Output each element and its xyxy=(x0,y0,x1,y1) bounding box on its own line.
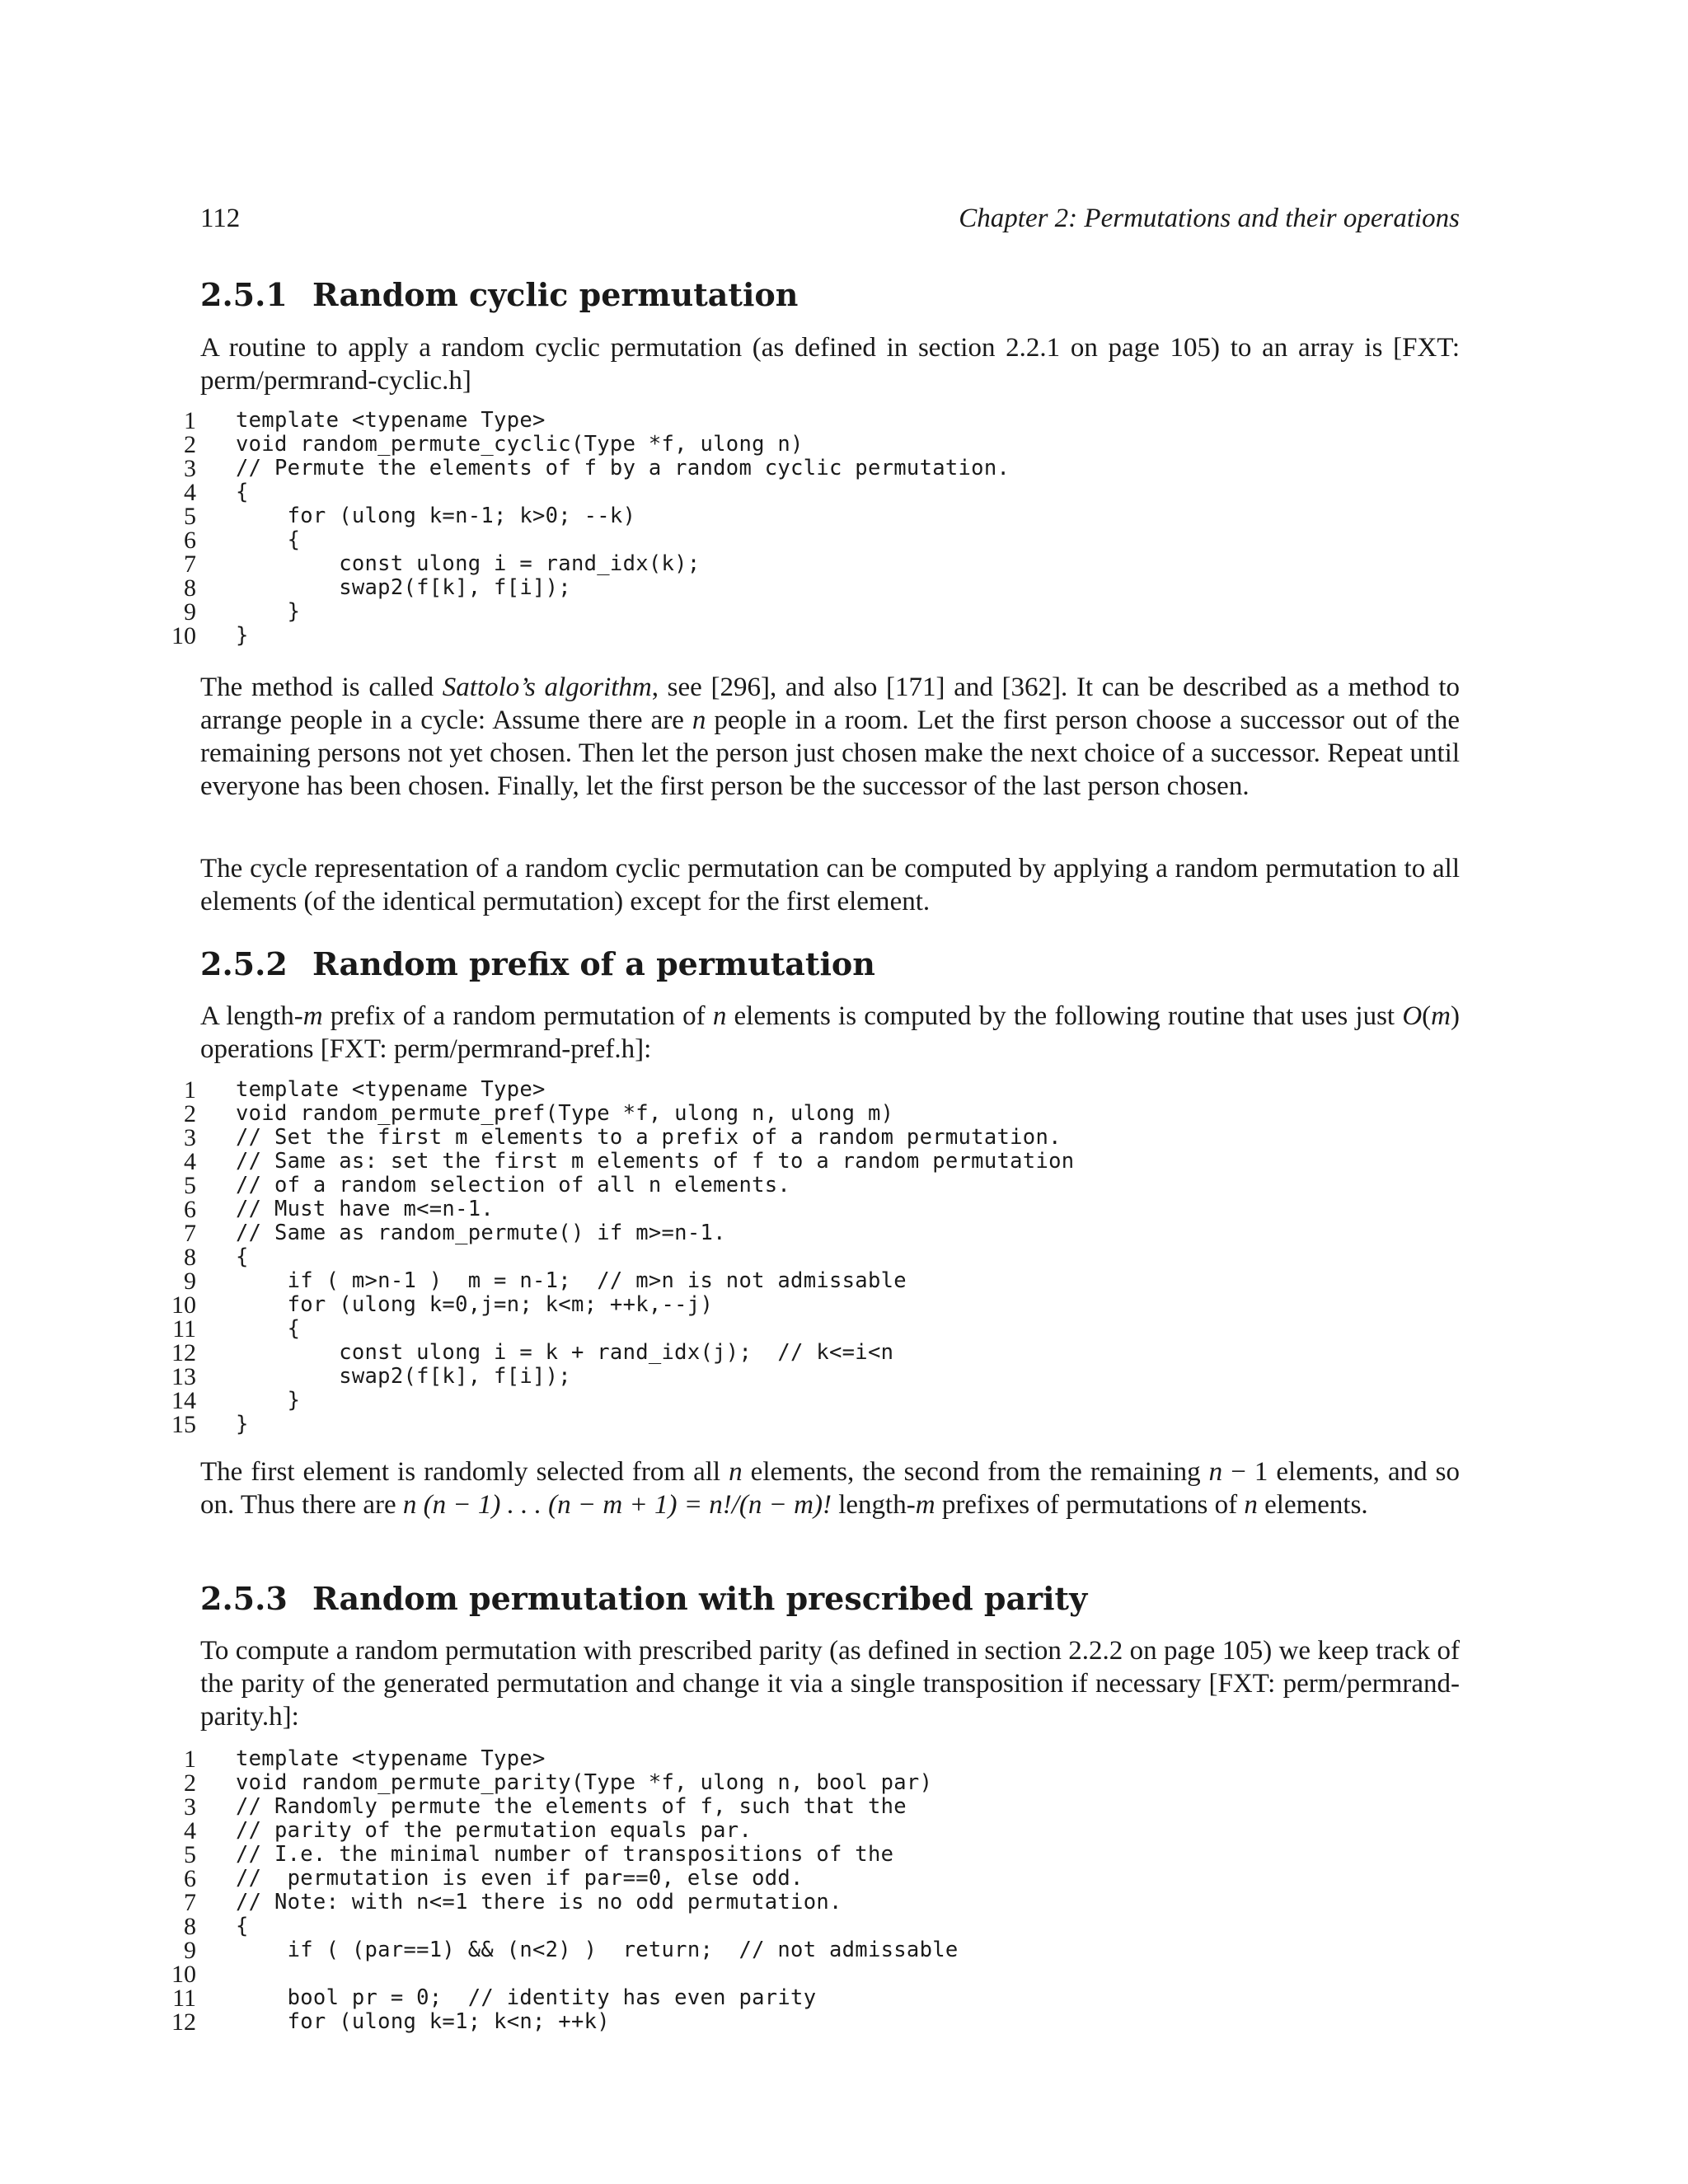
section-title: Random permutation with prescribed parity xyxy=(312,1580,1088,1617)
code-line: 10 } xyxy=(171,622,249,649)
code-line: 10 for (ulong k=0,j=n; k<m; ++k,--j) xyxy=(171,1291,714,1319)
code-line: 1 template <typename Type> xyxy=(184,407,546,434)
code-text: // permutation is even if par==0, else odd. xyxy=(236,1866,804,1891)
code-text: // of a random selection of all n elements. xyxy=(236,1173,791,1197)
code-text: { xyxy=(236,527,301,552)
code-text: const ulong i = rand_idx(k); xyxy=(236,551,701,576)
code-text: // Permute the elements of f by a random cyclic permutation. xyxy=(236,456,1010,480)
code-text: template <typename Type> xyxy=(236,408,546,433)
code-text: void random_permute_parity(Type *f, ulong n, bool par) xyxy=(236,1770,933,1795)
sattolo-paragraph: The method is called Sattolo’s algorithm, see [296], and also [171] and [362]. It can be described as a method to arrange people in a cycle: Assume there are n people in a room. Let the first person choose a successor out of the remaining persons not yet chosen. Then let the person just chosen make the next choice of a successor. Repeat until everyone has been chosen. Finally, let the first person be the successor of the last person chosen. xyxy=(200,673,1461,801)
code-line: 5 for (ulong k=n-1; k>0; --k) xyxy=(184,503,636,530)
code-line: 14 } xyxy=(171,1387,301,1414)
prefix-count-formula: n (n − 1) . . . (n − m + 1) = n!/(n − m)! xyxy=(402,1490,832,1520)
code-line: 8 swap2(f[k], f[i]); xyxy=(184,574,571,602)
code-text: for (ulong k=n-1; k>0; --k) xyxy=(236,504,636,528)
code-line: 8 { xyxy=(184,1913,249,1940)
code-line: 2 void random_permute_cyclic(Type *f, ulong n) xyxy=(184,431,804,458)
section-heading-2-5-3 xyxy=(200,1580,1087,1617)
code-text: template <typename Type> xyxy=(236,1077,546,1102)
code-line: 12 const ulong i = k + rand_idx(j); // k<=i<n xyxy=(171,1339,894,1366)
section-2-5-1-intro: A routine to apply a random cyclic permutation (as defined in section 2.2.1 on page 105) to an array is [FXT: perm/permrand-cyclic.h] xyxy=(200,333,1460,396)
code-text: swap2(f[k], f[i]); xyxy=(236,575,571,600)
code-line: 1 template <typename Type> xyxy=(184,1076,546,1104)
code-text: for (ulong k=0,j=n; k<m; ++k,--j) xyxy=(236,1292,714,1317)
section-2-5-2-intro: A length-m prefix of a random permutation of n elements is computed by the following routine that uses just O(m) operations [FXT: perm/permrand-pref.h]: xyxy=(200,1001,1461,1064)
code-line: 6 // Must have m<=n-1. xyxy=(184,1196,495,1223)
code-line: 1 template <typename Type> xyxy=(184,1746,546,1773)
section-number: 2.5.2 xyxy=(200,945,288,982)
section-number: 2.5.1 xyxy=(200,276,288,313)
code-text: // Set the first m elements to a prefix of a random permutation. xyxy=(236,1125,1062,1150)
code-line: 8 { xyxy=(184,1244,249,1271)
cycle-representation-paragraph: The cycle representation of a random cyclic permutation can be computed by applying a random permutation to all elements (of the identical permutation) except for the first element. xyxy=(200,854,1460,916)
section-heading-2-5-1 xyxy=(200,276,798,313)
code-text: bool pr = 0; // identity has even parity xyxy=(236,1985,817,2010)
code-line: 7 const ulong i = rand_idx(k); xyxy=(184,551,701,578)
code-text: if ( m>n-1 ) m = n-1; // m>n is not admissable xyxy=(236,1268,907,1293)
prefix-count-paragraph: The first element is randomly selected from all n elements, the second from the remaining n − 1 elements, and so on. Thus there are n (n − 1) . . . (n − m + 1) = n!/(n − m)! length-m prefixes of permutations of n elements. xyxy=(200,1457,1460,1520)
code-text: { xyxy=(236,1914,249,1938)
code-text: // I.e. the minimal number of transpositions of the xyxy=(236,1842,894,1867)
code-text: { xyxy=(236,1244,249,1269)
code-text: swap2(f[k], f[i]); xyxy=(236,1364,571,1389)
code-line: 11 bool pr = 0; // identity has even parity xyxy=(172,1985,817,2012)
code-line: 9 } xyxy=(184,598,301,626)
code-text: { xyxy=(236,480,249,504)
section-title: Random prefix of a permutation xyxy=(312,945,875,982)
code-listing-1 xyxy=(157,409,1475,648)
code-text: } xyxy=(236,599,301,624)
code-line: 9 if ( m>n-1 ) m = n-1; // m>n is not admissable xyxy=(184,1268,907,1295)
code-line: 5 // of a random selection of all n elements. xyxy=(184,1172,791,1199)
section-2-5-3-intro: To compute a random permutation with prescribed parity (as defined in section 2.2.2 on page 105) we keep track of the parity of the generated permutation and change it via a single transposition if necessary [FXT: perm/permrand-parity.h]: xyxy=(200,1636,1460,1732)
code-line: 6 { xyxy=(184,527,301,554)
running-title: Chapter 2: Permutations and their operations xyxy=(959,204,1460,233)
section-heading-2-5-2 xyxy=(200,945,875,982)
code-text: } xyxy=(236,1412,249,1436)
code-text: // Note: with n<=1 there is no odd permutation. xyxy=(236,1890,842,1915)
code-text: // parity of the permutation equals par. xyxy=(236,1818,753,1843)
code-text: } xyxy=(236,623,249,648)
code-text: void random_permute_cyclic(Type *f, ulong n) xyxy=(236,432,804,457)
code-line: 11 { xyxy=(172,1315,301,1343)
code-line: 9 if ( (par==1) && (n<2) ) return; // not admissable xyxy=(184,1937,959,1964)
section-title: Random cyclic permutation xyxy=(312,276,799,313)
code-line: 3 // Permute the elements of f by a random cyclic permutation. xyxy=(184,455,1010,482)
code-text: void random_permute_pref(Type *f, ulong n, ulong m) xyxy=(236,1101,894,1126)
code-line: 12 for (ulong k=1; k<n; ++k) xyxy=(171,2008,610,2036)
code-line: 4 { xyxy=(184,479,249,506)
code-line: 3 // Randomly permute the elements of f, such that the xyxy=(184,1793,907,1821)
section-number: 2.5.3 xyxy=(200,1580,288,1617)
code-line: 7 // Note: with n<=1 there is no odd permutation. xyxy=(184,1889,842,1916)
code-text: // Must have m<=n-1. xyxy=(236,1197,495,1221)
code-listing-3 xyxy=(157,1747,1475,2034)
code-text: for (ulong k=1; k<n; ++k) xyxy=(236,2009,610,2034)
code-line: 5 // I.e. the minimal number of transpositions of the xyxy=(184,1841,894,1868)
code-text: const ulong i = k + rand_idx(j); // k<=i<n xyxy=(236,1340,894,1365)
code-line: 7 // Same as random_permute() if m>=n-1. xyxy=(184,1220,726,1247)
code-text: // Same as: set the first m elements of f to a random permutation xyxy=(236,1149,1075,1174)
code-text: if ( (par==1) && (n<2) ) return; // not admissable xyxy=(236,1938,959,1962)
code-text: { xyxy=(236,1316,301,1341)
code-text: } xyxy=(236,1388,301,1413)
code-line: 3 // Set the first m elements to a prefix of a random permutation. xyxy=(184,1124,1062,1151)
code-line: 6 // permutation is even if par==0, else odd. xyxy=(184,1865,804,1892)
algorithm-name: Sattolo’s algorithm xyxy=(442,673,652,702)
page-header xyxy=(200,204,1460,240)
code-listing-2 xyxy=(157,1078,1475,1436)
code-text: // Same as random_permute() if m>=n-1. xyxy=(236,1221,726,1245)
page-number: 112 xyxy=(200,204,241,233)
code-line: 15 } xyxy=(171,1411,249,1438)
code-line: 2 void random_permute_pref(Type *f, ulong n, ulong m) xyxy=(184,1100,894,1127)
code-line: 4 // parity of the permutation equals par. xyxy=(184,1817,753,1844)
code-line: 10 xyxy=(171,1961,196,1988)
code-text: template <typename Type> xyxy=(236,1746,546,1771)
code-line: 2 void random_permute_parity(Type *f, ulong n, bool par) xyxy=(184,1769,933,1797)
code-text: // Randomly permute the elements of f, such that the xyxy=(236,1794,907,1819)
code-line: 13 swap2(f[k], f[i]); xyxy=(171,1363,571,1390)
code-line: 4 // Same as: set the first m elements of f to a random permutation xyxy=(184,1148,1075,1175)
